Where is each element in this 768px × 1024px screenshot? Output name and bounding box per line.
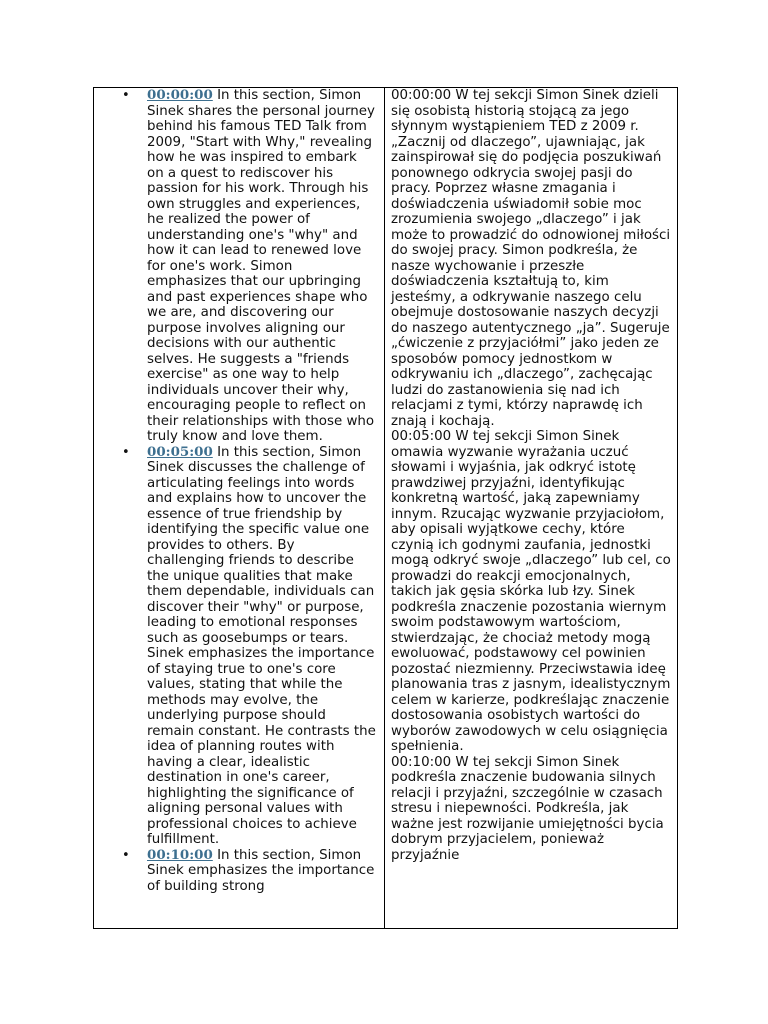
polish-paragraph: 00:10:00 W tej sekcji Simon Sinek podkreśla znaczenie budowania silnych relacji i przyjaźni, szczególnie w czasach stresu i niepewności. Podkreśla, jak ważne jest rozwijanie umiejętności bycia dobrym przyjacielem, ponieważ przyjaźnie	[391, 754, 664, 863]
transcript-table	[93, 87, 678, 929]
entry-text: In this section, Simon Sinek discusses the challenge of articulating feelings into words and explains how to uncover the essence of true friendship by identifying the specific value one provides to others. By challenging friends to describe the unique qualities that make them dependable, individuals can discover their "why" or purpose, leading to emotional responses such as goosebumps or tears. Sinek emphasizes the importance of staying true to one's core values, stating that while the methods may evolve, the underlying purpose should remain constant. He contrasts the idea of planning routes with having a clear, idealistic destination in one's career, highlighting the significance of aligning personal values with professional choices to achieve fulfillment.	[147, 444, 376, 847]
list-item	[122, 846, 376, 895]
bullet-icon: •	[122, 847, 130, 863]
bullet-icon: •	[122, 444, 130, 460]
list-item	[122, 88, 376, 445]
timestamp-link[interactable]: 00:00:00	[147, 88, 213, 103]
polish-paragraph: 00:05:00 W tej sekcji Simon Sinek omawia wyzwanie wyrażania uczuć słowami i wyjaśnia, jak odkryć istotę prawdziwej przyjaźni, identyfikując konkretną wartość, jaką zapewniamy innym. Rzucając wyzwanie przyjaciołom, aby opisali wyjątkowe cechy, które czynią ich godnymi zaufania, jednostki mogą odkryć swoje „dlaczego” lub cel, co prowadzi do reakcji emocjonalnych, takich jak gęsia skórka lub łzy. Sinek podkreśla znaczenie pozostania wiernym swoim podstawowym wartościom, stwierdzając, że chociaż metody mogą ewoluować, podstawowy cel powinien pozostać niezmienny. Przeciwstawia ideę planowania tras z jasnym, idealistycznym celem w karierze, podkreślając znaczenie dostosowania osobistych wartości do wyborów zawodowych w celu osiągnięcia spełnienia.	[391, 429, 671, 754]
entry-text: In this section, Simon Sinek shares the personal journey behind his famous TED Talk from 2009, "Start with Why," revealing how he was inspired to embark on a quest to rediscover his passion for his work. Through his own struggles and experiences, he realized the power of understanding one's "why" and how it can lead to renewed love for one's work. Simon emphasizes that our upbringing and past experiences shape who we are, and discovering our purpose involves aligning our decisions with our authentic selves. He suggests a "friends exercise" as one way to help individuals uncover their why, encouraging people to reflect on their relationships with those who truly know and love them.	[147, 88, 375, 444]
timestamp-link[interactable]: 00:10:00	[147, 846, 213, 863]
polish-column	[385, 88, 678, 929]
polish-paragraph: 00:00:00 W tej sekcji Simon Sinek dzieli się osobistą historią stojącą za jego słynnym wystąpieniem TED z 2009 r. „Zacznij od dlaczego”, ujawniając, jak zainspirował się do podjęcia poszukiwań ponownego odkrycia swojej pasji do pracy. Poprzez własne zmagania i doświadczenia uświadomił sobie moc zrozumienia swojego „dlaczego” i jak może to prowadzić do odnowionej miłości do swojej pracy. Simon podkreśla, że nasze wychowanie i przeszłe doświadczenia kształtują to, kim jesteśmy, a odkrywanie naszego celu obejmuje dostosowanie naszych decyzji do naszego autentycznego „ja”. Sugeruje „ćwiczenie z przyjaciółmi” jako jeden ze sposobów pomocy jednostkom w odkrywaniu ich „dlaczego”, zachęcając ludzi do zastanowienia się nad ich relacjami z tymi, którzy naprawdę ich znają i kochają.	[391, 88, 671, 429]
english-column	[94, 88, 385, 929]
bullet-icon: •	[122, 88, 130, 103]
table-row	[94, 88, 678, 929]
english-entry-list	[94, 88, 384, 894]
list-item	[122, 443, 376, 848]
timestamp-link[interactable]: 00:05:00	[147, 443, 213, 460]
entry-text: In this section, Simon Sinek emphasizes the importance of building strong	[147, 847, 375, 894]
